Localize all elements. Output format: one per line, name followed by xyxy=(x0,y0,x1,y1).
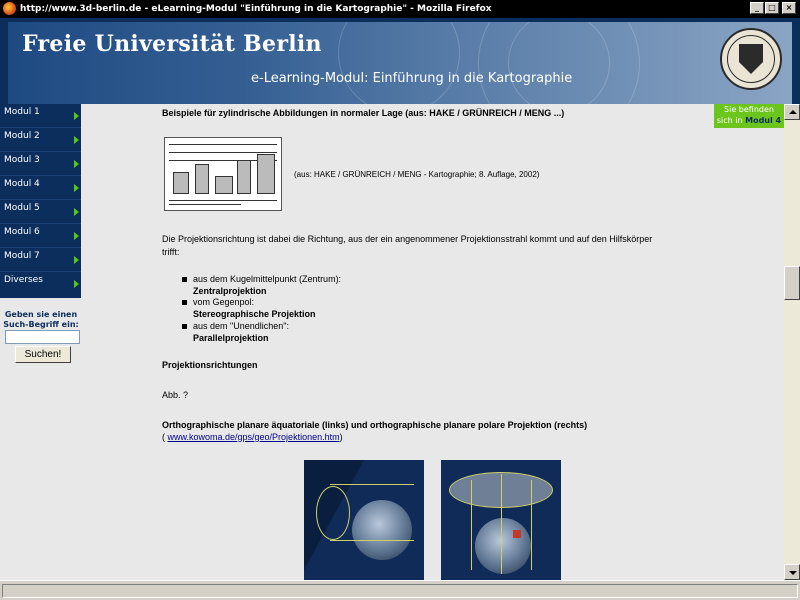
map-decoration xyxy=(338,22,460,104)
search-label: Geben sie einen Such-Begriff ein: xyxy=(3,310,79,329)
list-item-term: Zentralprojektion xyxy=(193,286,267,296)
main-content xyxy=(82,104,784,580)
current-module-badge: Sie befinden sich in Modul 4 xyxy=(714,104,784,128)
arrow-right-icon xyxy=(74,280,79,288)
scroll-down-button[interactable] xyxy=(784,564,800,580)
university-seal-icon xyxy=(720,28,782,90)
sidebar-item-label: Modul 6 xyxy=(4,227,40,237)
window-titlebar xyxy=(0,0,800,18)
sidebar-item-modul-6[interactable] xyxy=(0,224,81,248)
list-item-term: Stereographische Projektion xyxy=(193,309,316,319)
arrow-right-icon xyxy=(74,184,79,192)
sidebar-item-label: Modul 3 xyxy=(4,155,40,165)
status-bar xyxy=(0,580,800,600)
list-item-term: Parallelprojektion xyxy=(193,333,269,343)
sidebar xyxy=(0,104,82,580)
minimize-icon: _ xyxy=(755,3,759,12)
arrow-right-icon xyxy=(74,136,79,144)
firefox-icon xyxy=(3,2,16,15)
sidebar-item-label: Modul 1 xyxy=(4,107,40,117)
section-heading-orthographic: Orthographische planare äquatoriale (links) und orthographische planare polare Projektion (rechts) xyxy=(162,420,588,430)
arrow-right-icon xyxy=(74,208,79,216)
list-bullet xyxy=(182,324,187,329)
list-item-text: aus dem Kugelmittelpunkt (Zentrum): xyxy=(193,274,342,284)
sidebar-item-label: Modul 4 xyxy=(4,179,40,189)
globe-icon xyxy=(352,500,412,560)
figure-caption: (aus: HAKE / GRÜNREICH / MENG - Kartographie; 8. Auflage, 2002) xyxy=(294,170,540,179)
arrow-down-icon xyxy=(789,571,797,575)
window-title: http://www.3d-berlin.de - eLearning-Modul "Einführung in die Kartographie" - Mozilla Firefox xyxy=(20,4,492,14)
polar-projection-image xyxy=(441,460,561,580)
sidebar-item-modul-2[interactable] xyxy=(0,128,81,152)
sidebar-item-label: Modul 2 xyxy=(4,131,40,141)
arrow-right-icon xyxy=(74,160,79,168)
status-text xyxy=(2,584,798,598)
cylindrical-projection-figure xyxy=(164,137,282,211)
close-icon: × xyxy=(785,3,793,12)
scroll-thumb[interactable] xyxy=(784,266,800,300)
sidebar-item-modul-1[interactable] xyxy=(0,104,81,128)
sidebar-item-modul-3[interactable] xyxy=(0,152,81,176)
arrow-right-icon xyxy=(74,256,79,264)
university-title: Freie Universität Berlin xyxy=(22,31,322,57)
sidebar-item-modul-7[interactable] xyxy=(0,248,81,272)
sidebar-item-label: Modul 7 xyxy=(4,251,40,261)
sidebar-item-label: Modul 5 xyxy=(4,203,40,213)
search-button[interactable]: Suchen! xyxy=(15,346,71,363)
maximize-button[interactable] xyxy=(765,2,779,14)
paragraph-line: Die Projektionsrichtung ist dabei die Richtung, aus der ein angenommener Projektionsstrahl kommt und auf den Hilfskörper xyxy=(162,234,653,244)
figure-placeholder-text: Abb. ? xyxy=(162,390,189,400)
section-heading-cylindrical: Beispiele für zylindrische Abbildungen in normaler Lage (aus: HAKE / GRÜNREICH / MENG ...) xyxy=(162,108,565,118)
site-header xyxy=(0,18,800,104)
source-link[interactable]: www.kowoma.de/gps/geo/Projektionen.htm xyxy=(167,432,340,442)
arrow-right-icon xyxy=(74,112,79,120)
equatorial-projection-image xyxy=(304,460,424,580)
list-item-text: vom Gegenpol: xyxy=(193,297,255,307)
maximize-icon: □ xyxy=(768,3,776,12)
paragraph-line: trifft: xyxy=(162,247,180,257)
list-item-text: aus dem "Unendlichen": xyxy=(193,321,289,331)
section-heading-directions: Projektionsrichtungen xyxy=(162,360,258,370)
search-input[interactable] xyxy=(5,330,80,344)
arrow-up-icon xyxy=(789,110,797,114)
header-banner xyxy=(8,22,792,104)
arrow-right-icon xyxy=(74,232,79,240)
sidebar-item-diverses[interactable] xyxy=(0,272,81,296)
source-line: ( www.kowoma.de/gps/geo/Projektionen.htm) xyxy=(162,432,343,442)
globe-icon xyxy=(475,518,531,574)
module-subtitle: e-Learning-Modul: Einführung in die Kartographie xyxy=(251,71,573,86)
list-bullet xyxy=(182,300,187,305)
close-button[interactable] xyxy=(782,2,796,14)
module-nav xyxy=(0,104,81,298)
list-bullet xyxy=(182,277,187,282)
sidebar-item-modul-4[interactable] xyxy=(0,176,81,200)
sidebar-item-modul-5[interactable] xyxy=(0,200,81,224)
minimize-button[interactable] xyxy=(750,2,764,14)
compass-decoration-inner xyxy=(508,22,610,104)
sidebar-item-label: Diverses xyxy=(4,275,43,285)
scroll-up-button[interactable] xyxy=(784,104,800,120)
vertical-scrollbar[interactable] xyxy=(784,104,800,580)
